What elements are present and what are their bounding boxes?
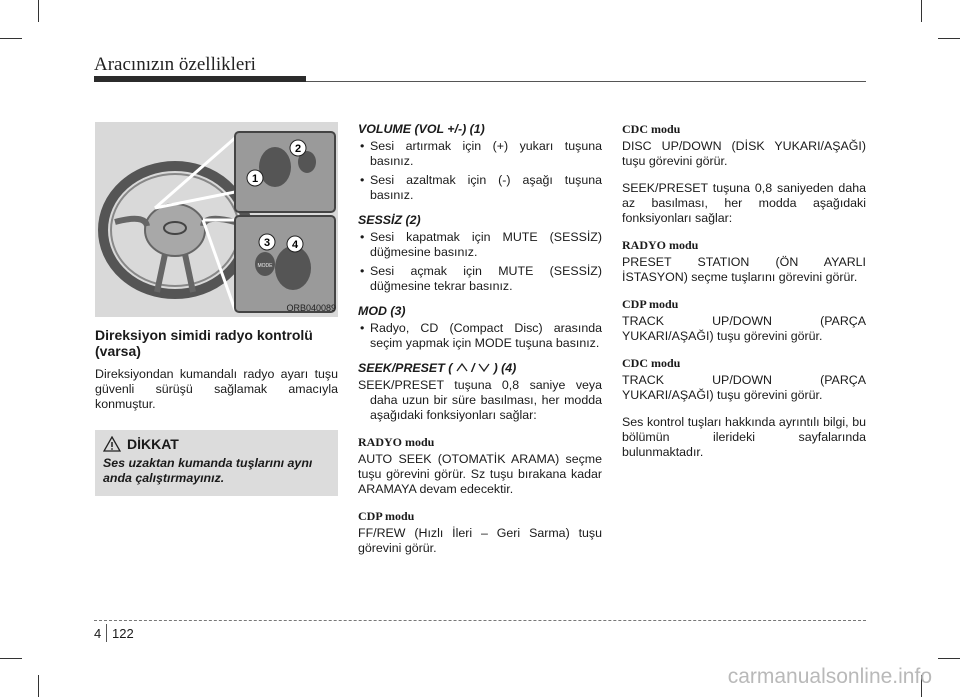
intro-paragraph: Direksiyondan kumandalı radyo ayarı tuşu güvenli sürüşü sağlamak amacıyla konmuştur. [95,367,338,411]
cdc-mode-text: DISC UP/DOWN (DİSK YUKARI/AŞAĞI) tuşu görevini görür. [622,139,866,168]
crop-mark [938,658,960,659]
list-item: • Sesi artırmak için (+) yukarı tuşuna basınız. [358,139,602,169]
figure-code: ORB040089 [286,303,336,313]
callout-3: 3 [263,237,271,249]
list-item: • Sesi açmak için MUTE (SESSİZ) düğmesine tekrar basınız. [358,264,602,294]
seek-heading [358,361,602,376]
cdp-mode-text: TRACK UP/DOWN (PARÇA YUKARI/AŞAĞI) tuşu görevini görür. [622,314,866,343]
closing-paragraph: Ses kontrol tuşları hakkında ayrıntılı bilgi, bu bölümün ilerideki sayfalarında bulunmaktadır. [622,415,866,459]
crop-mark [0,38,22,39]
steering-wheel-figure [95,122,338,317]
callout-4: 4 [291,239,299,251]
cdc-mode-heading: CDC modu [622,356,681,370]
footer-separator [106,624,107,642]
mode-button-label: MODE [257,263,273,269]
right-column [622,122,866,472]
page-header-title: Aracınızın özellikleri [94,54,256,75]
watermark: carmanualsonline.info [727,665,932,688]
mute-heading: SESSİZ (2) [358,213,421,227]
radio-mode-text: PRESET STATION (ÖN AYARLI İSTASYON) seçme tuşlarını görevini görür. [622,255,866,284]
mode-heading: MOD (3) [358,304,406,318]
chevron-up-icon [456,363,468,372]
crop-mark [38,0,39,22]
chevron-down-icon [478,363,490,372]
seek-heading-separator: / [471,361,475,375]
caution-box [95,430,338,496]
warning-triangle-icon [103,436,121,452]
list-item: • Sesi azaltmak için (-) aşağı tuşuna basınız. [358,173,602,203]
volume-list [358,139,602,203]
seek-heading-start: SEEK/PRESET ( [358,361,453,375]
cdc-mode-heading: CDC modu [622,122,681,136]
volume-heading: VOLUME (VOL +/-) (1) [358,122,485,136]
callout-1: 1 [251,173,259,185]
crop-mark [938,38,960,39]
callout-2: 2 [294,143,302,155]
radio-mode-heading: RADYO modu [622,238,699,252]
section-title: Direksiyon simidi radyo kontrolü (varsa) [95,327,313,359]
seek-heading-end: ) (4) [493,361,517,375]
crop-mark [38,675,39,697]
footer-rule [94,620,866,621]
caution-text: Ses uzaktan kumanda tuşlarını aynı anda çalıştırmayınız. [103,456,313,485]
steering-wheel-illustration [95,122,338,317]
crop-mark [921,0,922,22]
radio-mode-heading: RADYO modu [358,435,435,449]
cdp-mode-heading: CDP modu [622,297,679,311]
cdp-mode-text: FF/REW (Hızlı İleri – Geri Sarma) tuşu görevini görür. [358,526,602,555]
mute-list [358,230,602,294]
caution-header [103,436,330,452]
header-rule [306,81,866,82]
caution-title: DİKKAT [127,435,179,452]
list-item: • Sesi kapatmak için MUTE (SESSİZ) düğmesine basınız. [358,230,602,260]
chapter-number: 4 [94,626,102,641]
cdp-mode-heading: CDP modu [358,509,415,523]
crop-mark [0,658,22,659]
seek-paragraph: SEEK/PRESET tuşuna 0,8 saniye veya daha uzun bir süre basılması, her modda aşağıdaki fonksiyonları sağlar: [358,378,602,422]
radio-mode-text: AUTO SEEK (OTOMATİK ARAMA) seçme tuşu görevini görür. Sz tuşu bırakana kadar ARAMAYA devam edecektir. [358,452,602,496]
left-column [95,122,338,496]
list-item: • Radyo, CD (Compact Disc) arasında seçim yapmak için MODE tuşuna basınız. [358,321,602,351]
mode-list [358,321,602,351]
page-number: 122 [112,626,134,641]
header-bar [94,76,306,82]
middle-column [358,122,602,568]
short-press-paragraph: SEEK/PRESET tuşuna 0,8 saniyeden daha az basılması, her modda aşağıdaki fonksiyonları sağlar: [622,181,866,225]
cdc-mode-text: TRACK UP/DOWN (PARÇA YUKARI/AŞAĞI) tuşu görevini görür. [622,373,866,402]
